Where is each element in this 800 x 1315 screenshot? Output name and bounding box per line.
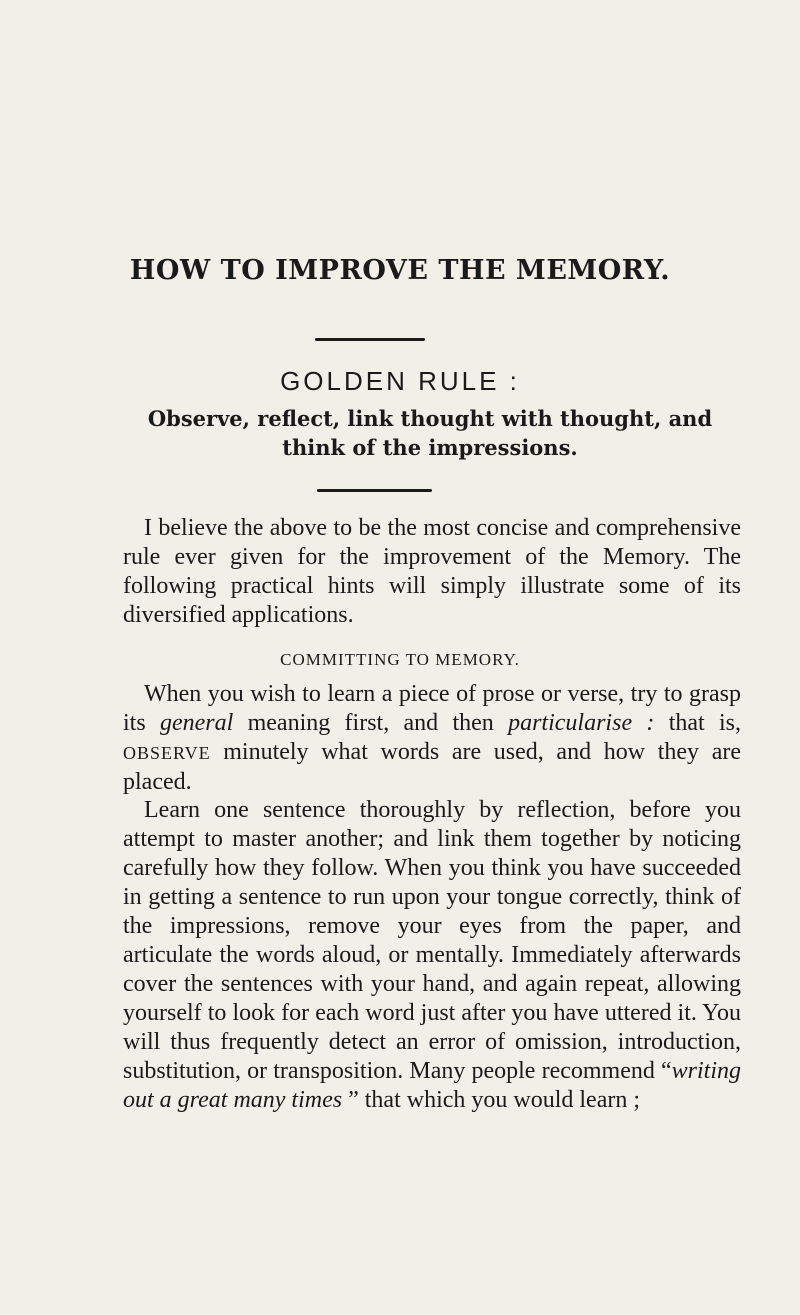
section-heading: COMMITTING TO MEMORY. <box>280 650 520 669</box>
golden-rule-label: GOLDEN RULE : <box>280 366 520 396</box>
intro-paragraph: I believe the above to be the most concise and comprehensive rule ever given for the improvement of the Memory. The following practical hints will simply illustrate some of its diversified applications. <box>123 515 741 628</box>
paragraph-learning <box>123 796 741 1115</box>
paragraph-committing <box>123 680 741 797</box>
divider-top <box>315 338 425 341</box>
smallcaps-observe: OBSERVE <box>123 743 211 763</box>
emphasis-writing: writing out a great many times <box>123 1058 741 1113</box>
text-run: Learn one sentence thoroughly by reflection, before you attempt to master another; and link them together by noticing carefully how they follow. When you think you have succeeded in getting a sentence to run upon your tongue correctly, think of the impressions, remove your eyes from the paper, and articulate the words aloud, or mentally. Immediately afterwards cover the sentences with your hand, and again repeat, allowing yourself to look for each word just after you have uttered it. You will thus frequently detect an error of omission, introduction, substitution, or transposition. Many people recommend “ <box>123 797 741 1084</box>
text-run: ” that which you would learn ; <box>342 1087 641 1113</box>
emphasis-general: general <box>159 710 234 736</box>
golden-rule-text: Observe, reflect, link thought with thought, and think of the impressions. <box>147 406 713 460</box>
page-title: HOW TO IMPROVE THE MEMORY. <box>129 255 671 286</box>
divider-bottom <box>317 489 432 492</box>
text-run: When you wish to learn a piece of prose or verse, try to grasp its <box>123 681 741 736</box>
text-run: meaning first, and then <box>233 710 509 736</box>
text-run: that is, <box>654 710 741 736</box>
emphasis-particularise: particularise : <box>508 710 655 736</box>
text-run: minutely what words are used, and how they are placed. <box>123 739 741 795</box>
